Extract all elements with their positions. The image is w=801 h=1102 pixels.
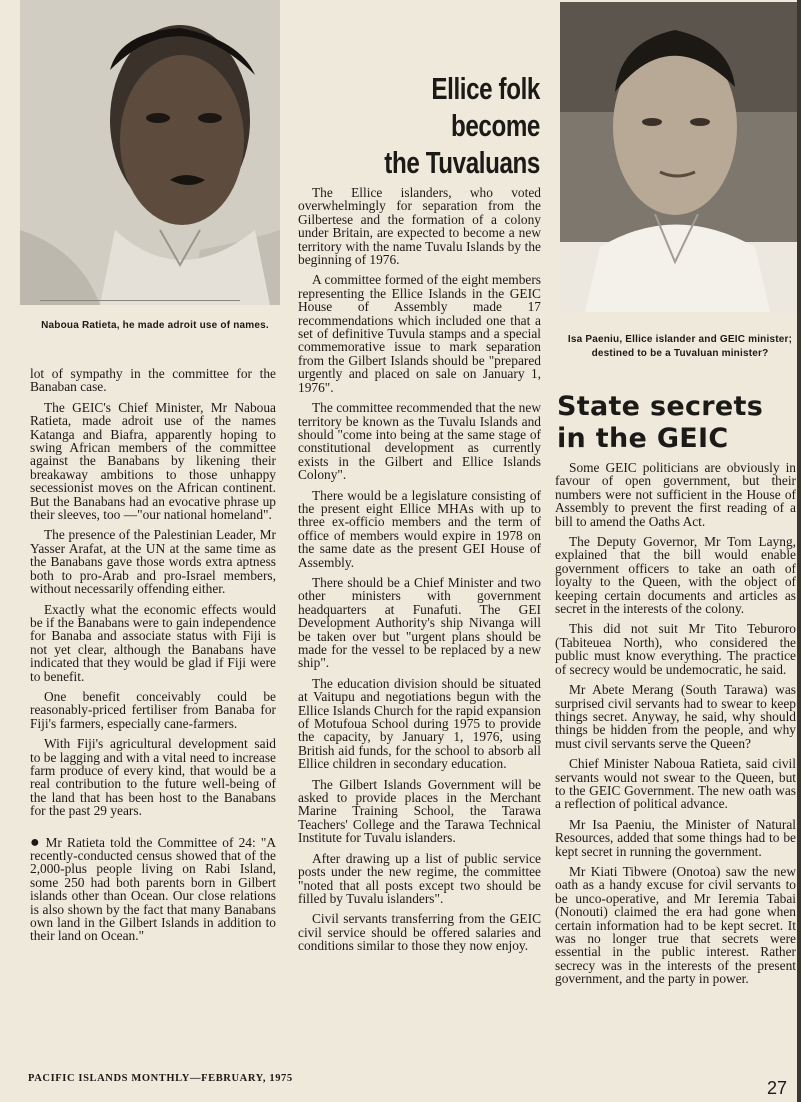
paragraph: The Gilbert Islands Government will be asked to provide places in the Merchant Marine Training School, the Tarawa Teachers' College and the Tarawa Technical Institute for Tuvalu islanders. [298,776,541,846]
page-number: 27 [767,1078,788,1098]
page-edge [797,0,801,1102]
headline2-line-2: in the GEIC [557,423,729,454]
headline-line-2: become [450,108,540,143]
paragraph: Mr Kiati Tibwere (Onotoa) saw the new oath as a handy excuse for civil servants to be unco-operative, and Mr Ieremia Tabai (Nonouti) claimed the era had gone when certain information had to be kept secret. It was no longer true that secrets were essential in the public interest. Rather secrecy was in the interests of the present government, and the party in power. [555,863,796,987]
paragraph: Exactly what the economic effects would be if the Banabans were to gain independence for Banaba and associate status with Fiji is not yet clear, although the Banabans have indicated that they would be glad if Fiji were to benefit. [30,601,276,684]
paragraph: This did not suit Mr Tito Teburoro (Tabiteuea North), who considered the public must know everything. The practice of secrecy would be undemocratic, he said. [555,621,796,677]
headline-line-3: the Tuvaluans [384,145,540,180]
headline-line-1: Ellice folk [431,71,540,106]
paragraph: Civil servants transferring from the GEIC civil service should be offered salaries and conditions similar to those they now enjoy. [298,911,541,954]
paragraph: With Fiji's agricultural development said to be lagging and with a vital need to increase farm produce of every kind, that would be a real contribution to the future well-being of the land that has been host to the Banabans for the past 29 years. [30,736,276,819]
headline-state-secrets [557,391,797,455]
article-column-3 [555,461,796,993]
paragraph: After drawing up a list of public service posts under the new regime, the committee "noted that all posts except two should be filled by Tuvalu islanders". [298,850,541,906]
photo-border-line [40,300,240,301]
paragraph: The GEIC's Chief Minister, Mr Naboua Ratieta, made adroit use of the names Katanga and Biafra, apparently hoping to swing African members of the committee against the Banabans by likening their breakaway ambitions to those unhappy secessionist moves on the African continent. But the Banabans had an evocative phrase up their sleeves, too —"our national homeland". [30,399,276,523]
paragraph: Some GEIC politicians are obviously in favour of open government, but their numbers were not sufficient in the House of Assembly to prevent the first reading of a bill to amend the Oaths Act. [555,460,796,529]
paragraph: Mr Abete Merang (South Tarawa) was surprised civil servants had to swear to keep things secret. Anyway, he said, why should things be hidden from the people, and why must civil servants serve the Queen? [555,682,796,751]
photo-isa-paeniu [560,2,797,312]
headline-ellice [353,70,540,181]
bullet-text: Mr Ratieta told the Committee of 24: "A recently-conducted census showed that of the 2,000-plus people living on Rabi Island, some 250 had both parents born in Gilbert islands other than Ocean. Our close relations is also shown by the fact that many Banabans own land in the Gilbert Islands in addition to their land on Ocean." [30,834,276,944]
paragraph: Chief Minister Naboua Ratieta, said civil servants would not swear to the Queen, but to the GEIC Government. The new oath was a reflection of political advance. [555,756,796,812]
paragraph: A committee formed of the eight members representing the Ellice Islands in the GEIC House of Assembly made 17 recommendations which included one that a set of definitive Tuvula stamps and a special commemorative issue to mark separation from the Gilbert Islands should be "prepared urgently and placed on sale on January 1, 1976". [298,272,541,395]
paragraph: The education division should be situated at Vaitupu and negotiations begun with the Ellice Islands Church for the rapid expansion of Motufoua School during 1975 to provide the capacity, by January 1, 1976, using British aid funds, for the school to absorb all Ellice children in secondary education. [298,675,541,772]
paragraph: There would be a legislature consisting of the present eight Ellice MHAs with up to three ex-officio members and the term of office of members would expire in 1978 on the same date as the present GEI House of Assembly. [298,487,541,570]
bullet-icon: ● [30,833,42,851]
caption-paeniu: Isa Paeniu, Ellice islander and GEIC minister; destined to be a Tuvaluan minister? [567,334,793,359]
paragraph: Mr Isa Paeniu, the Minister of Natural Resources, added that some things had to be kept secret in running the government. [555,816,796,859]
paragraph: One benefit conceivably could be reasonably-priced fertiliser from Banaba for Fiji's farmers, especially cane-farmers. [30,688,276,731]
paragraph: There should be a Chief Minister and two other ministers with government headquarters at Funafuti. The GEI Development Authority's ship Nivanga will be taken over but "urgent plans should be made for the vessel to be replaced by a new ship". [298,574,541,671]
running-footer: PACIFIC ISLANDS MONTHLY—FEBRUARY, 1975 [28,1073,293,1084]
paragraph: lot of sympathy in the committee for the Banaban case. [30,366,276,395]
paragraph: The Ellice islanders, who voted overwhelmingly for separation from the Gilbertese and the formation of a colony under Britain, are expected to become a new territory with the name Tuvalu Islands by the beginning of 1976. [298,185,541,268]
paragraph: The presence of the Palestinian Leader, Mr Yasser Arafat, at the UN at the same time as the Banabans gave those words extra aptness both to pro-Arab and pro-Israel members, without necessarily offending either. [30,527,276,597]
paragraph: The Deputy Governor, Mr Tom Layng, explained that the bill would enable government officers to take an oath of loyalty to the Queen, with the object of keeping certain documents and articles as secret in the interests of the colony. [555,534,796,617]
article-column-2 [298,186,541,960]
paragraph: The committee recommended that the new territory be known as the Tuvalu Islands and should "come into being at the same stage of constitutional development as currently exists in the Gilbert and Ellice Islands Colony". [298,400,541,483]
article-column-1 [30,367,276,950]
bullet-paragraph [30,833,276,944]
headline2-line-1: State secrets [557,391,764,422]
caption-ratieta: Naboua Ratieta, he made adroit use of names. [41,320,269,331]
photo-naboua-ratieta [20,0,280,305]
